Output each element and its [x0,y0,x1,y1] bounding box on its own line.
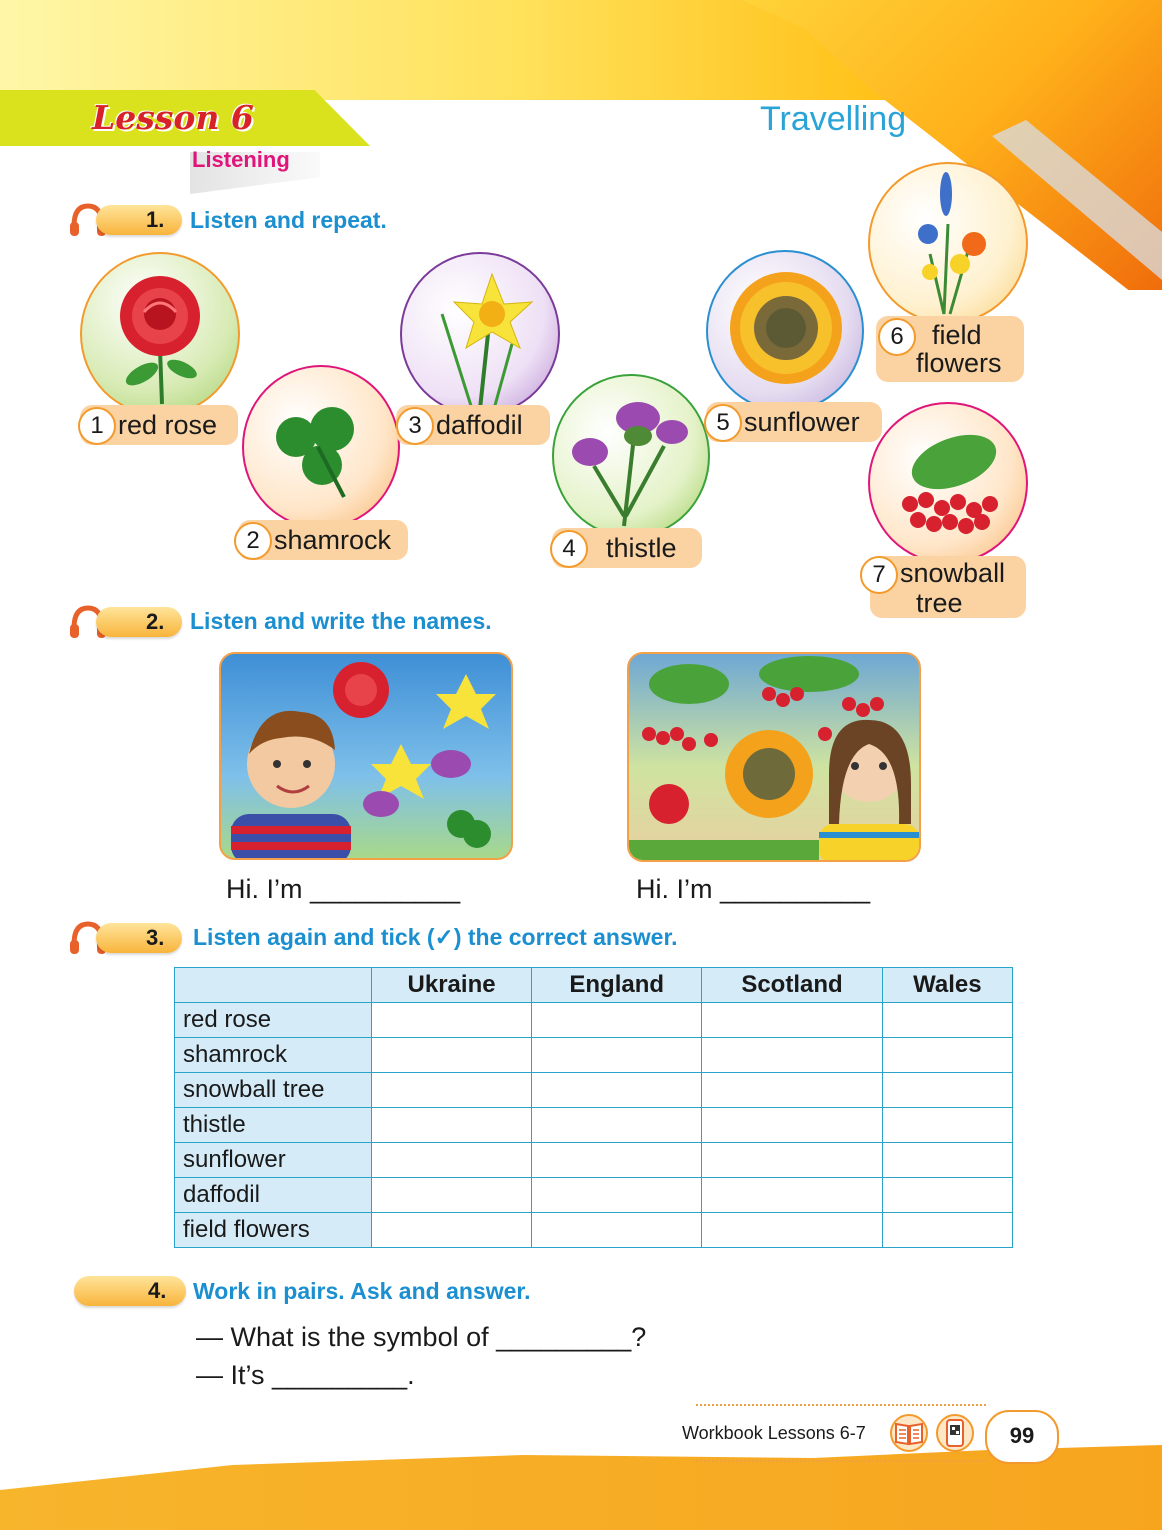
tick-cell[interactable] [882,1003,1012,1038]
exercise-1-badge [96,205,182,235]
row-label: daffodil [175,1178,372,1213]
row-label: sunflower [175,1143,372,1178]
flower-name-1: red rose [118,410,218,440]
row-label: red rose [175,1003,372,1038]
tick-cell[interactable] [702,1143,882,1178]
red-rose-image [80,252,240,416]
row-label: snowball tree [175,1073,372,1108]
exercise-4-badge [74,1276,186,1306]
tick-cell[interactable] [882,1108,1012,1143]
exercise-4-instruction: Work in pairs. Ask and answer. [193,1278,531,1304]
shamrock-image [242,365,400,529]
field-flowers-image [868,162,1028,324]
tick-cell[interactable] [702,1108,882,1143]
topic-title: Travelling [760,100,907,138]
flower-name-6-line1: field [932,320,982,350]
exercise-3-number: 3. [146,925,165,950]
flower-number-5: 5 [704,404,742,442]
dialogue-answer: — It’s _________. [196,1360,415,1390]
table-row [175,1108,1013,1143]
flower-number-2: 2 [234,522,272,560]
exercise-2-instruction: Listen and write the names. [190,608,492,634]
tick-cell[interactable] [532,1073,702,1108]
flower-number-4: 4 [550,530,588,568]
tick-cell[interactable] [372,1178,532,1213]
table-header-ukraine: Ukraine [372,968,532,1003]
tick-cell[interactable] [532,1178,702,1213]
thistle-image [552,374,710,538]
tick-cell[interactable] [882,1143,1012,1178]
table-header-wales: Wales [882,968,1012,1003]
tick-cell[interactable] [702,1213,882,1248]
daffodil-image [400,252,560,416]
flower-number-7: 7 [860,556,898,594]
flower-name-6-line2: flowers [916,348,1002,378]
flower-name-4: thistle [606,533,677,563]
tick-cell[interactable] [532,1038,702,1073]
table-row [175,1213,1013,1248]
table-row [175,1073,1013,1108]
flower-name-7-line1: snowball [900,558,1006,588]
tick-cell[interactable] [372,1213,532,1248]
exercise-1-number: 1. [146,207,165,232]
flower-name-3: daffodil [436,410,523,440]
exercise-3-instruction: Listen again and tick (✓) the correct answer. [193,924,678,950]
tick-cell[interactable] [532,1108,702,1143]
lesson-title: Lesson 6 [92,98,254,137]
table-header-empty [175,968,372,1003]
flower-number-3: 3 [396,407,434,445]
tick-cell[interactable] [372,1003,532,1038]
workbook-reference: Workbook Lessons 6-7 [682,1423,866,1443]
exercise-3-badge [96,923,182,953]
boy-with-flowers-picture [219,652,513,860]
section-title: Listening [192,147,290,172]
row-label: field flowers [175,1213,372,1248]
flower-name-7-line2: tree [916,588,963,618]
table-header-scotland: Scotland [702,968,882,1003]
girl-with-flowers-picture [627,652,921,862]
tick-cell[interactable] [882,1178,1012,1213]
tick-cell[interactable] [882,1038,1012,1073]
table-header-england: England [532,968,702,1003]
tick-cell[interactable] [372,1108,532,1143]
exercise-4-number: 4. [148,1278,167,1303]
dialogue-question: — What is the symbol of _________? [196,1322,647,1352]
tick-cell[interactable] [702,1003,882,1038]
tick-table [174,967,1013,1248]
tick-cell[interactable] [372,1073,532,1108]
girl-caption: Hi. I’m __________ [636,874,871,904]
flower-number-6: 6 [878,318,916,356]
exercise-2-badge [96,607,182,637]
exercise-2-number: 2. [146,609,165,634]
tick-cell[interactable] [702,1073,882,1108]
tick-cell[interactable] [702,1038,882,1073]
tick-cell[interactable] [532,1003,702,1038]
sunflower-image [706,250,864,412]
table-row [175,1178,1013,1213]
tick-cell[interactable] [702,1178,882,1213]
flower-number-1: 1 [78,407,116,445]
workbook-icon [888,1414,930,1452]
boy-caption: Hi. I’m __________ [226,874,461,904]
tick-cell[interactable] [882,1073,1012,1108]
snowball-tree-image [868,402,1028,564]
page-number: 99 [985,1410,1059,1464]
tick-cell[interactable] [882,1213,1012,1248]
flower-name-5: sunflower [744,407,860,437]
flower-name-2: shamrock [274,525,392,555]
table-row [175,1003,1013,1038]
table-row [175,1038,1013,1073]
tick-cell[interactable] [372,1143,532,1178]
exercise-1-instruction: Listen and repeat. [190,207,387,233]
tick-cell[interactable] [532,1213,702,1248]
tick-cell[interactable] [532,1143,702,1178]
row-label: shamrock [175,1038,372,1073]
tick-cell[interactable] [372,1038,532,1073]
mobile-qr-icon [934,1414,976,1452]
footer-divider [696,1460,986,1462]
table-header-row [175,968,1013,1003]
row-label: thistle [175,1108,372,1143]
footer-divider [696,1404,986,1406]
table-row [175,1143,1013,1178]
